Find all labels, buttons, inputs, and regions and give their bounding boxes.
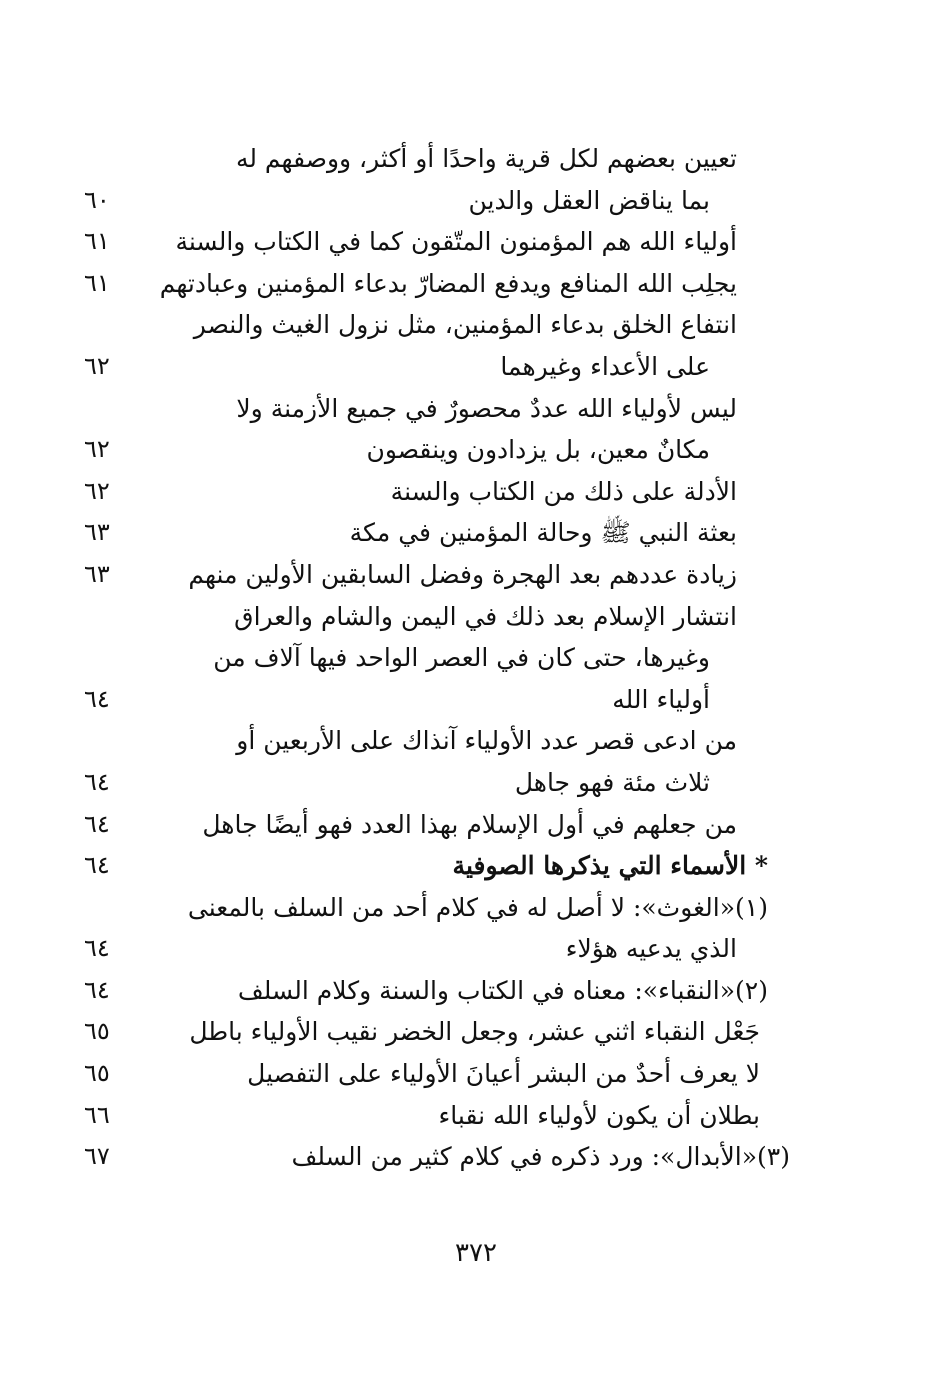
toc-entry-text: أولياء الله هم المؤمنون المتّقون كما في الكتاب والسنة: [175, 227, 737, 257]
toc-row: [70, 304, 840, 346]
toc-row: [70, 429, 840, 471]
toc-row: [70, 1136, 840, 1178]
toc-row: [70, 679, 840, 721]
toc-row: [70, 845, 840, 887]
toc-entry-text: زيادة عددهم بعد الهجرة وفضل السابقين الأولين منهم: [188, 559, 737, 589]
toc-row: [70, 471, 840, 513]
toc-entry-text: ليس لأولياء الله عددٌ محصورٌ في جميع الأزمنة ولا: [236, 393, 737, 423]
toc-entry-text: لا يعرف أحدٌ من البشر أعيانَ الأولياء على التفصيل: [247, 1059, 760, 1089]
toc-entry-text: تعيين بعضهم لكل قرية واحدًا أو أكثر، ووصفهم له: [235, 144, 737, 173]
toc-entry-text: الذي يدعيه هؤلاء: [565, 934, 737, 964]
toc-page-number: ٦٧: [84, 1142, 110, 1171]
toc-page-number: ٦٢: [84, 476, 110, 505]
toc-page-number: ٦٥: [84, 1017, 110, 1046]
toc-row: [70, 928, 840, 970]
toc-page-number: ٦٣: [84, 559, 110, 588]
toc-entry-text: (٢)«النقباء»: معناه في الكتاب والسنة وكلام السلف: [237, 975, 768, 1005]
toc-row: [70, 180, 840, 222]
toc-entry-text: أولياء الله: [612, 684, 710, 714]
toc-row: [70, 804, 840, 846]
toc-row: [70, 596, 840, 638]
toc-row: [70, 263, 840, 305]
toc-entry-text: من جعلهم في أول الإسلام بهذا العدد فهو أيضًا جاهل: [202, 809, 737, 839]
toc-row: [70, 221, 840, 263]
toc-page-number: ٦٣: [84, 518, 110, 547]
toc-page-number: ٦٤: [84, 809, 110, 838]
toc-row: [70, 637, 840, 679]
toc-section-heading: * الأسماء التي يذكرها الصوفية: [452, 851, 768, 881]
toc-page-number: ٦٤: [84, 851, 110, 880]
toc-page-number: ٦٤: [84, 934, 110, 963]
toc-row: [70, 1053, 840, 1095]
toc-entry-text: وغيرها، حتى كان في العصر الواحد فيها آلاف من: [213, 643, 710, 673]
toc-row: [70, 1011, 840, 1053]
toc-page-number: ٦٤: [84, 975, 110, 1004]
toc-entry-text: بعثة النبي ﷺ وحالة المؤمنين في مكة: [349, 518, 737, 548]
toc-page-number: ٦١: [84, 227, 110, 256]
toc-entry-text: على الأعداء وغيرهما: [500, 351, 710, 381]
toc-entry-text: (١)«الغوث»: لا أصل له في كلام أحد من السلف بالمعنى: [187, 892, 768, 922]
toc-entry-text: يجلِب الله المنافع ويدفع المضارّ بدعاء المؤمنين وعبادتهم: [159, 268, 737, 298]
toc-page-number: ٦٤: [84, 767, 110, 796]
toc-row: [70, 887, 840, 929]
toc-entry-text: مكانٌ معين، بل يزدادون وينقصون: [366, 435, 710, 465]
toc-row: [70, 512, 840, 554]
toc-entry-text: من ادعى قصر عدد الأولياء آنذاك على الأربعين أو: [236, 726, 737, 756]
page-number-footer: ٣٧٢: [455, 1238, 497, 1268]
toc-row: [70, 720, 840, 762]
toc-entry-text: (٣)«الأبدال»: ورد ذكره في كلام كثير من السلف: [291, 1142, 790, 1172]
toc-row: [70, 138, 840, 180]
toc-entry-text: بطلان أن يكون لأولياء الله نقباء: [438, 1100, 760, 1130]
toc-entry-text: ثلاث مئة فهو جاهل: [514, 767, 710, 797]
toc-page-number: ٦٠: [84, 185, 110, 214]
toc-page-number: ٦٢: [84, 435, 110, 464]
toc-entry-text: بما يناقض العقل والدين: [468, 185, 710, 215]
toc-row: [70, 388, 840, 430]
toc-row: [70, 762, 840, 804]
toc-entry-text: جَعْل النقباء اثني عشر، وجعل الخضر نقيب الأولياء باطل: [189, 1017, 760, 1047]
toc-page-number: ٦١: [84, 268, 110, 297]
toc-entry-text: الأدلة على ذلك من الكتاب والسنة: [390, 476, 737, 506]
toc-page-number: ٦٦: [84, 1100, 110, 1129]
table-of-contents: [70, 138, 840, 1178]
toc-row: [70, 970, 840, 1012]
toc-page-number: ٦٤: [84, 684, 110, 713]
toc-row: [70, 346, 840, 388]
toc-entry-text: انتشار الإسلام بعد ذلك في اليمن والشام والعراق: [234, 601, 737, 631]
toc-page-number: ٦٥: [84, 1059, 110, 1088]
toc-row: [70, 1095, 840, 1137]
toc-row: [70, 554, 840, 596]
toc-page-number: ٦٢: [84, 351, 110, 380]
toc-entry-text: انتفاع الخلق بدعاء المؤمنين، مثل نزول الغيث والنصر: [193, 310, 737, 340]
